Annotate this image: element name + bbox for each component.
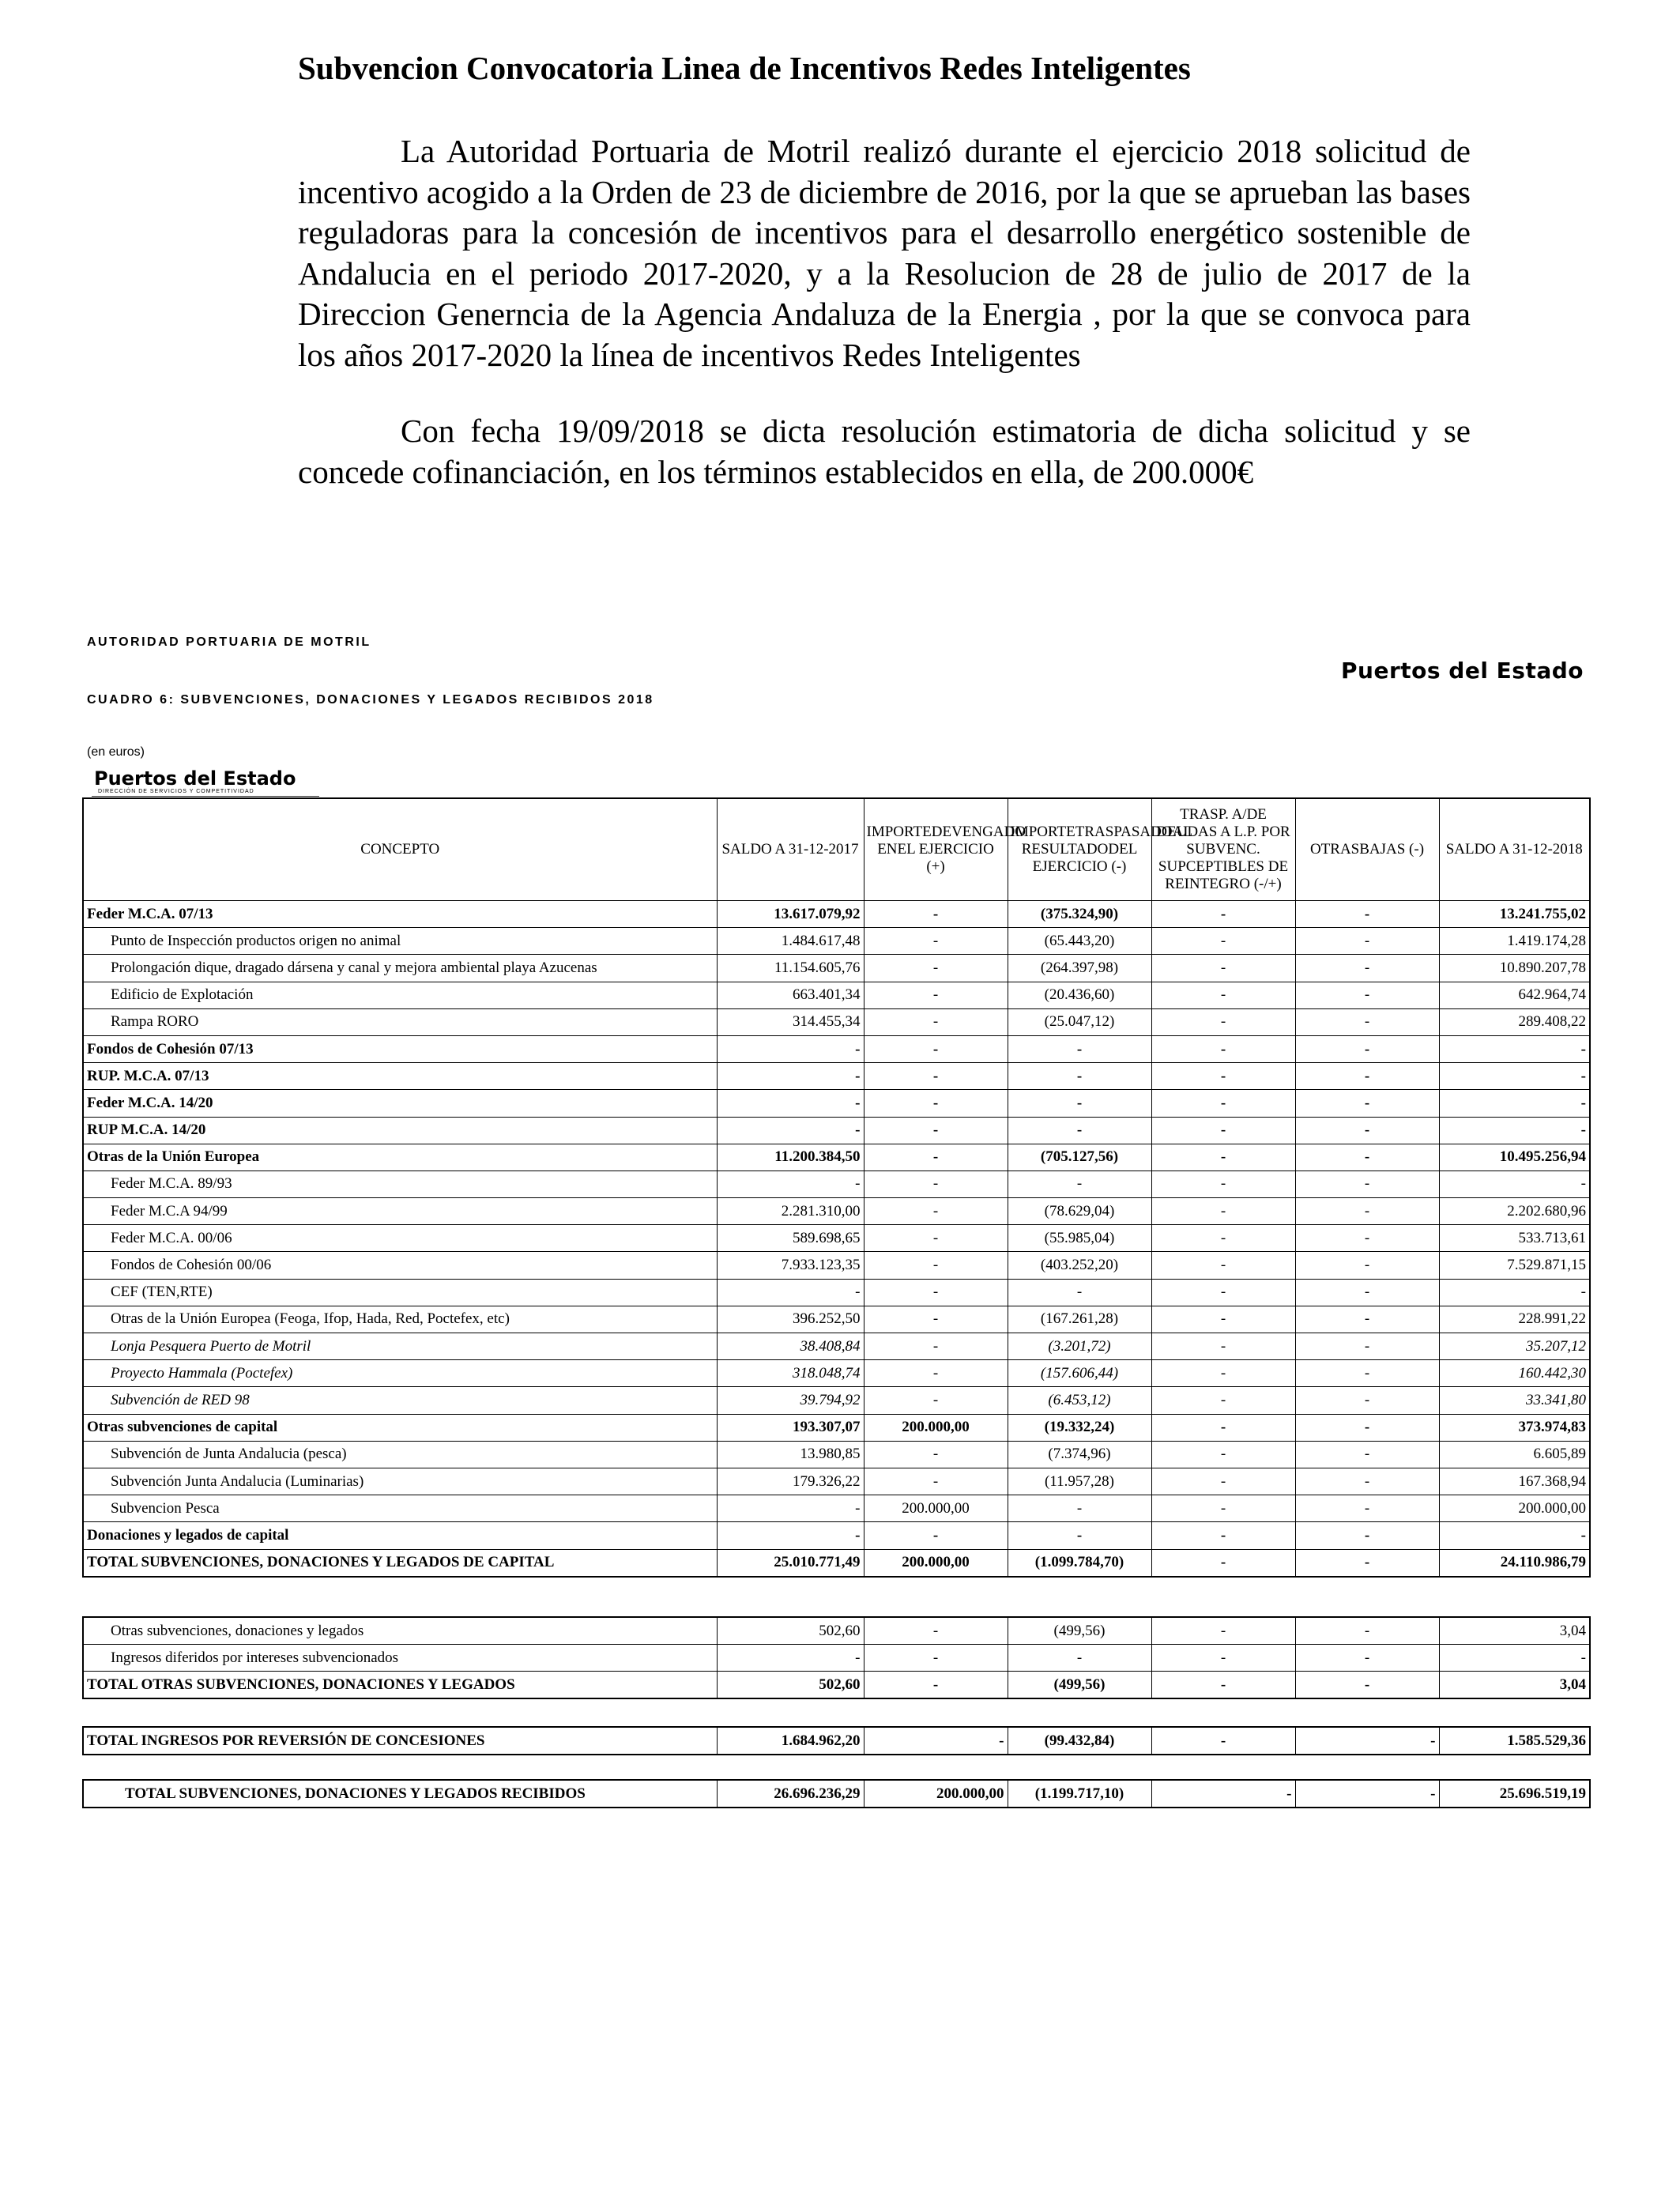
cell-devengado: 200.000,00: [864, 1495, 1008, 1522]
table-row: [83, 1279, 1590, 1306]
otras-subvenciones-table: [82, 1616, 1591, 1699]
cell-devengado: -: [864, 955, 1008, 982]
cell-traspasado: (499,56): [1008, 1672, 1151, 1699]
cell-deudas: -: [1151, 1617, 1295, 1645]
cell-devengado: -: [864, 1144, 1008, 1171]
logo-left-name: Puertos del Estado: [94, 767, 296, 790]
cell-traspasado: (20.436,60): [1008, 982, 1151, 1008]
cell-saldo-2018: 642.964,74: [1439, 982, 1590, 1008]
header-otras-bajas: OTRASBAJAS (-): [1295, 798, 1439, 901]
cell-saldo-2018: -: [1439, 1171, 1590, 1197]
cell-saldo-2018: 3,04: [1439, 1617, 1590, 1645]
cell-concepto: TOTAL OTRAS SUBVENCIONES, DONACIONES Y LEGADOS: [83, 1672, 717, 1699]
cell-traspasado: (705.127,56): [1008, 1144, 1151, 1171]
logo-left-rule: [92, 796, 319, 797]
cell-saldo-2018: 1.585.529,36: [1439, 1727, 1590, 1755]
cell-devengado: -: [864, 1522, 1008, 1549]
cell-concepto: Edificio de Explotación: [83, 982, 717, 1008]
cell-deudas: -: [1151, 1387, 1295, 1414]
cell-devengado: -: [864, 1441, 1008, 1468]
cell-saldo-2017: 396.252,50: [717, 1306, 864, 1333]
cell-saldo-2017: 663.401,34: [717, 982, 864, 1008]
units-label: (en euros): [87, 745, 145, 759]
cell-deudas: -: [1151, 1035, 1295, 1062]
cell-devengado: -: [864, 1279, 1008, 1306]
cell-deudas: -: [1151, 1672, 1295, 1699]
cell-concepto: TOTAL SUBVENCIONES, DONACIONES Y LEGADOS RECIBIDOS: [83, 1780, 717, 1808]
cell-concepto: Punto de Inspección productos origen no animal: [83, 928, 717, 955]
total-recibidos-table: [82, 1779, 1591, 1808]
cell-saldo-2017: -: [717, 1495, 864, 1522]
cell-saldo-2018: 533.713,61: [1439, 1225, 1590, 1252]
cell-devengado: -: [864, 1063, 1008, 1090]
cell-devengado: 200.000,00: [864, 1549, 1008, 1577]
table-row: [83, 901, 1590, 928]
cell-deudas: -: [1151, 1495, 1295, 1522]
cell-traspasado: -: [1008, 1279, 1151, 1306]
cell-devengado: 200.000,00: [864, 1414, 1008, 1441]
cell-concepto: TOTAL SUBVENCIONES, DONACIONES Y LEGADOS DE CAPITAL: [83, 1549, 717, 1577]
cell-concepto: Otras subvenciones de capital: [83, 1414, 717, 1441]
cell-otras-bajas: -: [1295, 1727, 1439, 1755]
cell-saldo-2017: 39.794,92: [717, 1387, 864, 1414]
cell-deudas: -: [1151, 1441, 1295, 1468]
cell-saldo-2018: 6.605,89: [1439, 1441, 1590, 1468]
table-row: [83, 1117, 1590, 1144]
cell-otras-bajas: -: [1295, 1333, 1439, 1360]
cell-traspasado: (99.432,84): [1008, 1727, 1151, 1755]
cell-concepto: Feder M.C.A. 14/20: [83, 1090, 717, 1117]
cell-traspasado: (6.453,12): [1008, 1387, 1151, 1414]
cell-saldo-2017: -: [717, 1117, 864, 1144]
cell-saldo-2017: 193.307,07: [717, 1414, 864, 1441]
cell-saldo-2018: -: [1439, 1279, 1590, 1306]
cell-traspasado: (3.201,72): [1008, 1333, 1151, 1360]
cell-traspasado: -: [1008, 1495, 1151, 1522]
cell-otras-bajas: -: [1295, 1468, 1439, 1495]
cell-traspasado: (1.099.784,70): [1008, 1549, 1151, 1577]
cell-concepto: Subvención de RED 98: [83, 1387, 717, 1414]
cell-saldo-2017: 1.684.962,20: [717, 1727, 864, 1755]
cell-saldo-2017: -: [717, 1279, 864, 1306]
cell-deudas: -: [1151, 1645, 1295, 1672]
cell-concepto: CEF (TEN,RTE): [83, 1279, 717, 1306]
puertos-del-estado-logo-left: [92, 767, 319, 797]
cell-saldo-2017: -: [717, 1035, 864, 1062]
cell-traspasado: (11.957,28): [1008, 1468, 1151, 1495]
table-row: [83, 1360, 1590, 1387]
table-row: [83, 1672, 1590, 1699]
cell-saldo-2017: 502,60: [717, 1617, 864, 1645]
cell-otras-bajas: -: [1295, 901, 1439, 928]
cell-otras-bajas: -: [1295, 1008, 1439, 1035]
cell-deudas: -: [1151, 1780, 1295, 1808]
cell-concepto: Fondos de Cohesión 00/06: [83, 1252, 717, 1279]
cell-devengado: 200.000,00: [864, 1780, 1008, 1808]
cell-traspasado: (19.332,24): [1008, 1414, 1151, 1441]
cell-concepto: Feder M.C.A. 00/06: [83, 1225, 717, 1252]
cell-traspasado: (375.324,90): [1008, 901, 1151, 928]
cell-deudas: -: [1151, 955, 1295, 982]
table-row: [83, 1198, 1590, 1225]
cell-deudas: -: [1151, 1279, 1295, 1306]
cell-saldo-2017: 179.326,22: [717, 1468, 864, 1495]
cell-devengado: -: [864, 1171, 1008, 1197]
cell-traspasado: (7.374,96): [1008, 1441, 1151, 1468]
document-title: Subvencion Convocatoria Linea de Incentivos Redes Inteligentes: [298, 50, 1191, 86]
cell-saldo-2017: 11.154.605,76: [717, 955, 864, 982]
table-row: [83, 1171, 1590, 1197]
cell-otras-bajas: -: [1295, 1225, 1439, 1252]
otras-subvenciones-table-body: [83, 1617, 1590, 1698]
table-row: [83, 1414, 1590, 1441]
cell-concepto: Proyecto Hammala (Poctefex): [83, 1360, 717, 1387]
cell-deudas: -: [1151, 928, 1295, 955]
cell-otras-bajas: -: [1295, 1549, 1439, 1577]
cell-traspasado: (1.199.717,10): [1008, 1780, 1151, 1808]
cell-traspasado: -: [1008, 1171, 1151, 1197]
cell-otras-bajas: -: [1295, 1171, 1439, 1197]
cell-otras-bajas: -: [1295, 1279, 1439, 1306]
cell-concepto: Feder M.C.A. 89/93: [83, 1171, 717, 1197]
table-row: [83, 1333, 1590, 1360]
table-row: [83, 1780, 1590, 1808]
cell-traspasado: (65.443,20): [1008, 928, 1151, 955]
subvenciones-table-body: [83, 901, 1590, 1577]
cell-saldo-2018: 35.207,12: [1439, 1333, 1590, 1360]
cell-otras-bajas: -: [1295, 1035, 1439, 1062]
cell-concepto: Otras de la Unión Europea (Feoga, Ifop, Hada, Red, Poctefex, etc): [83, 1306, 717, 1333]
cell-saldo-2018: 3,04: [1439, 1672, 1590, 1699]
cell-devengado: -: [864, 1672, 1008, 1699]
cell-devengado: -: [864, 1360, 1008, 1387]
cell-devengado: -: [864, 1645, 1008, 1672]
cell-saldo-2018: 167.368,94: [1439, 1468, 1590, 1495]
cell-traspasado: (157.606,44): [1008, 1360, 1151, 1387]
cell-concepto: Feder M.C.A 94/99: [83, 1198, 717, 1225]
cell-deudas: -: [1151, 1306, 1295, 1333]
cell-saldo-2018: 10.890.207,78: [1439, 955, 1590, 982]
cell-devengado: -: [864, 982, 1008, 1008]
cell-deudas: -: [1151, 1008, 1295, 1035]
table-row: [83, 1727, 1590, 1755]
table-row: [83, 1063, 1590, 1090]
cell-saldo-2018: 24.110.986,79: [1439, 1549, 1590, 1577]
cell-otras-bajas: -: [1295, 1117, 1439, 1144]
cell-concepto: Donaciones y legados de capital: [83, 1522, 717, 1549]
cell-concepto: Lonja Pesquera Puerto de Motril: [83, 1333, 717, 1360]
cell-saldo-2017: -: [717, 1063, 864, 1090]
header-saldo-2018: SALDO A 31-12-2018: [1439, 798, 1590, 901]
paragraph-solicitud: [298, 131, 1471, 375]
cell-concepto: Otras subvenciones, donaciones y legados: [83, 1617, 717, 1645]
cell-devengado: -: [864, 1225, 1008, 1252]
cell-devengado: -: [864, 1306, 1008, 1333]
cell-concepto: Ingresos diferidos por intereses subvencionados: [83, 1645, 717, 1672]
cell-otras-bajas: -: [1295, 1252, 1439, 1279]
cell-saldo-2017: 314.455,34: [717, 1008, 864, 1035]
cell-devengado: -: [864, 901, 1008, 928]
cell-otras-bajas: -: [1295, 1414, 1439, 1441]
table-row: [83, 1144, 1590, 1171]
cell-concepto: Subvencion Pesca: [83, 1495, 717, 1522]
cell-deudas: -: [1151, 1117, 1295, 1144]
table-row: [83, 982, 1590, 1008]
cell-otras-bajas: -: [1295, 1063, 1439, 1090]
cell-saldo-2017: 1.484.617,48: [717, 928, 864, 955]
cell-traspasado: (403.252,20): [1008, 1252, 1151, 1279]
cell-saldo-2018: 33.341,80: [1439, 1387, 1590, 1414]
cell-saldo-2018: 25.696.519,19: [1439, 1780, 1590, 1808]
paragraph-resolucion: [298, 411, 1471, 492]
table-row: [83, 1549, 1590, 1577]
table-row: [83, 1441, 1590, 1468]
table-row: [83, 1522, 1590, 1549]
cell-saldo-2017: 502,60: [717, 1672, 864, 1699]
cell-saldo-2017: -: [717, 1645, 864, 1672]
cell-traspasado: (25.047,12): [1008, 1008, 1151, 1035]
cell-otras-bajas: -: [1295, 1387, 1439, 1414]
cell-traspasado: -: [1008, 1522, 1151, 1549]
cell-devengado: -: [864, 1198, 1008, 1225]
cell-deudas: -: [1151, 1252, 1295, 1279]
cell-devengado: -: [864, 928, 1008, 955]
cell-saldo-2018: 289.408,22: [1439, 1008, 1590, 1035]
cell-otras-bajas: -: [1295, 1090, 1439, 1117]
header-importe-devengado: IMPORTEDEVENGADO ENEL EJERCICIO (+): [864, 798, 1008, 901]
cell-saldo-2018: -: [1439, 1522, 1590, 1549]
cell-devengado: -: [864, 1468, 1008, 1495]
cell-saldo-2017: -: [717, 1171, 864, 1197]
cell-otras-bajas: -: [1295, 1780, 1439, 1808]
cuadro-title: CUADRO 6: SUBVENCIONES, DONACIONES Y LEGADOS RECIBIDOS 2018: [87, 693, 654, 707]
cell-concepto: Subvención Junta Andalucia (Luminarias): [83, 1468, 717, 1495]
cell-deudas: -: [1151, 1360, 1295, 1387]
cell-concepto: Feder M.C.A. 07/13: [83, 901, 717, 928]
cell-saldo-2018: -: [1439, 1090, 1590, 1117]
cell-deudas: -: [1151, 1549, 1295, 1577]
cell-traspasado: (55.985,04): [1008, 1225, 1151, 1252]
cell-traspasado: (499,56): [1008, 1617, 1151, 1645]
cell-saldo-2018: 7.529.871,15: [1439, 1252, 1590, 1279]
cell-concepto: RUP M.C.A. 14/20: [83, 1117, 717, 1144]
cell-saldo-2017: 13.617.079,92: [717, 901, 864, 928]
cell-saldo-2017: 25.010.771,49: [717, 1549, 864, 1577]
cell-concepto: Subvención de Junta Andalucia (pesca): [83, 1441, 717, 1468]
cell-saldo-2017: 26.696.236,29: [717, 1780, 864, 1808]
cell-saldo-2018: -: [1439, 1117, 1590, 1144]
cell-otras-bajas: -: [1295, 1306, 1439, 1333]
cell-traspasado: -: [1008, 1063, 1151, 1090]
cell-saldo-2018: -: [1439, 1645, 1590, 1672]
cell-deudas: -: [1151, 1414, 1295, 1441]
cell-saldo-2018: -: [1439, 1035, 1590, 1062]
cell-otras-bajas: -: [1295, 1645, 1439, 1672]
cell-saldo-2017: 318.048,74: [717, 1360, 864, 1387]
table-row: [83, 1645, 1590, 1672]
cell-otras-bajas: -: [1295, 955, 1439, 982]
subvenciones-table: [82, 797, 1591, 1578]
cell-traspasado: -: [1008, 1090, 1151, 1117]
cell-otras-bajas: -: [1295, 1672, 1439, 1699]
logo-left-subtitle: DIRECCIÓN DE SERVICIOS Y COMPETITIVIDAD: [98, 789, 254, 794]
cell-deudas: -: [1151, 1090, 1295, 1117]
cell-deudas: -: [1151, 901, 1295, 928]
header-importe-traspasado: IMPORTETRASPASADOAL RESULTADODEL EJERCICIO (-): [1008, 798, 1151, 901]
reversion-concesiones-table: [82, 1726, 1591, 1755]
cell-concepto: RUP. M.C.A. 07/13: [83, 1063, 717, 1090]
cell-devengado: -: [864, 1387, 1008, 1414]
cell-saldo-2017: 13.980,85: [717, 1441, 864, 1468]
cell-otras-bajas: -: [1295, 982, 1439, 1008]
cell-traspasado: -: [1008, 1645, 1151, 1672]
header-concepto: CONCEPTO: [83, 798, 717, 901]
table-row: [83, 928, 1590, 955]
cell-devengado: -: [864, 1727, 1008, 1755]
header-traspaso-deudas: TRASP. A/DE DEUDAS A L.P. POR SUBVENC. SUPCEPTIBLES DE REINTEGRO (-/+): [1151, 798, 1295, 901]
table-row: [83, 1035, 1590, 1062]
cell-devengado: -: [864, 1252, 1008, 1279]
paragraph-solicitud-text: La Autoridad Portuaria de Motril realizó durante el ejercicio 2018 solicitud de incentivo acogido a la Orden de 23 de diciembre de 2016, por la que se aprueban las bases reguladoras para la concesión de incentivos para el desarrollo energético sostenible de Andalucia en el periodo 2017-2020, y a la Resolucion de 28 de julio de 2017 de la Direccion Generncia de la Agencia Andaluza de la Energia , por la que se convoca para los años 2017-2020 la línea de incentivos Redes Inteligentes: [298, 133, 1471, 373]
cell-deudas: -: [1151, 1198, 1295, 1225]
cell-saldo-2018: 228.991,22: [1439, 1306, 1590, 1333]
table-row: [83, 955, 1590, 982]
table-row: [83, 1252, 1590, 1279]
cell-devengado: -: [864, 1333, 1008, 1360]
cell-otras-bajas: -: [1295, 1441, 1439, 1468]
table-row: [83, 1387, 1590, 1414]
table-header-row: [83, 798, 1590, 901]
table-row: [83, 1008, 1590, 1035]
cell-saldo-2017: -: [717, 1522, 864, 1549]
cell-saldo-2018: 13.241.755,02: [1439, 901, 1590, 928]
table-row: [83, 1306, 1590, 1333]
organization-name: AUTORIDAD PORTUARIA DE MOTRIL: [87, 635, 371, 649]
cell-otras-bajas: -: [1295, 1522, 1439, 1549]
cell-saldo-2018: 10.495.256,94: [1439, 1144, 1590, 1171]
header-saldo-2017: SALDO A 31-12-2017: [717, 798, 864, 901]
cell-otras-bajas: -: [1295, 1495, 1439, 1522]
table-row: [83, 1495, 1590, 1522]
puertos-del-estado-logo-right: Puertos del Estado: [1341, 658, 1584, 684]
cell-deudas: -: [1151, 1468, 1295, 1495]
cell-concepto: Prolongación dique, dragado dársena y canal y mejora ambiental playa Azucenas: [83, 955, 717, 982]
paragraph-resolucion-text: Con fecha 19/09/2018 se dicta resolución estimatoria de dicha solicitud y se concede cofinanciación, en los términos establecidos en ella, de 200.000€: [298, 413, 1471, 490]
cell-deudas: -: [1151, 982, 1295, 1008]
cell-concepto: Rampa RORO: [83, 1008, 717, 1035]
cell-concepto: Otras de la Unión Europea: [83, 1144, 717, 1171]
cell-otras-bajas: -: [1295, 1360, 1439, 1387]
cell-saldo-2018: 200.000,00: [1439, 1495, 1590, 1522]
cell-devengado: -: [864, 1117, 1008, 1144]
table-row: [83, 1468, 1590, 1495]
table-row: [83, 1225, 1590, 1252]
cell-saldo-2017: 7.933.123,35: [717, 1252, 864, 1279]
cell-deudas: -: [1151, 1727, 1295, 1755]
cell-traspasado: (78.629,04): [1008, 1198, 1151, 1225]
cell-otras-bajas: -: [1295, 1198, 1439, 1225]
cell-saldo-2018: 373.974,83: [1439, 1414, 1590, 1441]
cell-deudas: -: [1151, 1225, 1295, 1252]
cell-deudas: -: [1151, 1333, 1295, 1360]
cell-saldo-2018: 2.202.680,96: [1439, 1198, 1590, 1225]
table-row: [83, 1617, 1590, 1645]
cell-saldo-2017: 2.281.310,00: [717, 1198, 864, 1225]
cell-devengado: -: [864, 1617, 1008, 1645]
cell-concepto: Fondos de Cohesión 07/13: [83, 1035, 717, 1062]
table-row: [83, 1090, 1590, 1117]
cell-traspasado: (264.397,98): [1008, 955, 1151, 982]
cell-deudas: -: [1151, 1171, 1295, 1197]
cell-devengado: -: [864, 1090, 1008, 1117]
cell-saldo-2017: 589.698,65: [717, 1225, 864, 1252]
cell-deudas: -: [1151, 1522, 1295, 1549]
cell-devengado: -: [864, 1008, 1008, 1035]
cell-saldo-2017: 38.408,84: [717, 1333, 864, 1360]
cell-saldo-2017: 11.200.384,50: [717, 1144, 864, 1171]
cell-traspasado: (167.261,28): [1008, 1306, 1151, 1333]
cell-devengado: -: [864, 1035, 1008, 1062]
cell-otras-bajas: -: [1295, 1144, 1439, 1171]
cell-traspasado: -: [1008, 1035, 1151, 1062]
cell-otras-bajas: -: [1295, 1617, 1439, 1645]
cell-saldo-2018: -: [1439, 1063, 1590, 1090]
cell-concepto: TOTAL INGRESOS POR REVERSIÓN DE CONCESIONES: [83, 1727, 717, 1755]
cell-otras-bajas: -: [1295, 928, 1439, 955]
cell-saldo-2018: 160.442,30: [1439, 1360, 1590, 1387]
cell-deudas: -: [1151, 1063, 1295, 1090]
cell-deudas: -: [1151, 1144, 1295, 1171]
cell-saldo-2018: 1.419.174,28: [1439, 928, 1590, 955]
cell-traspasado: -: [1008, 1117, 1151, 1144]
cell-saldo-2017: -: [717, 1090, 864, 1117]
